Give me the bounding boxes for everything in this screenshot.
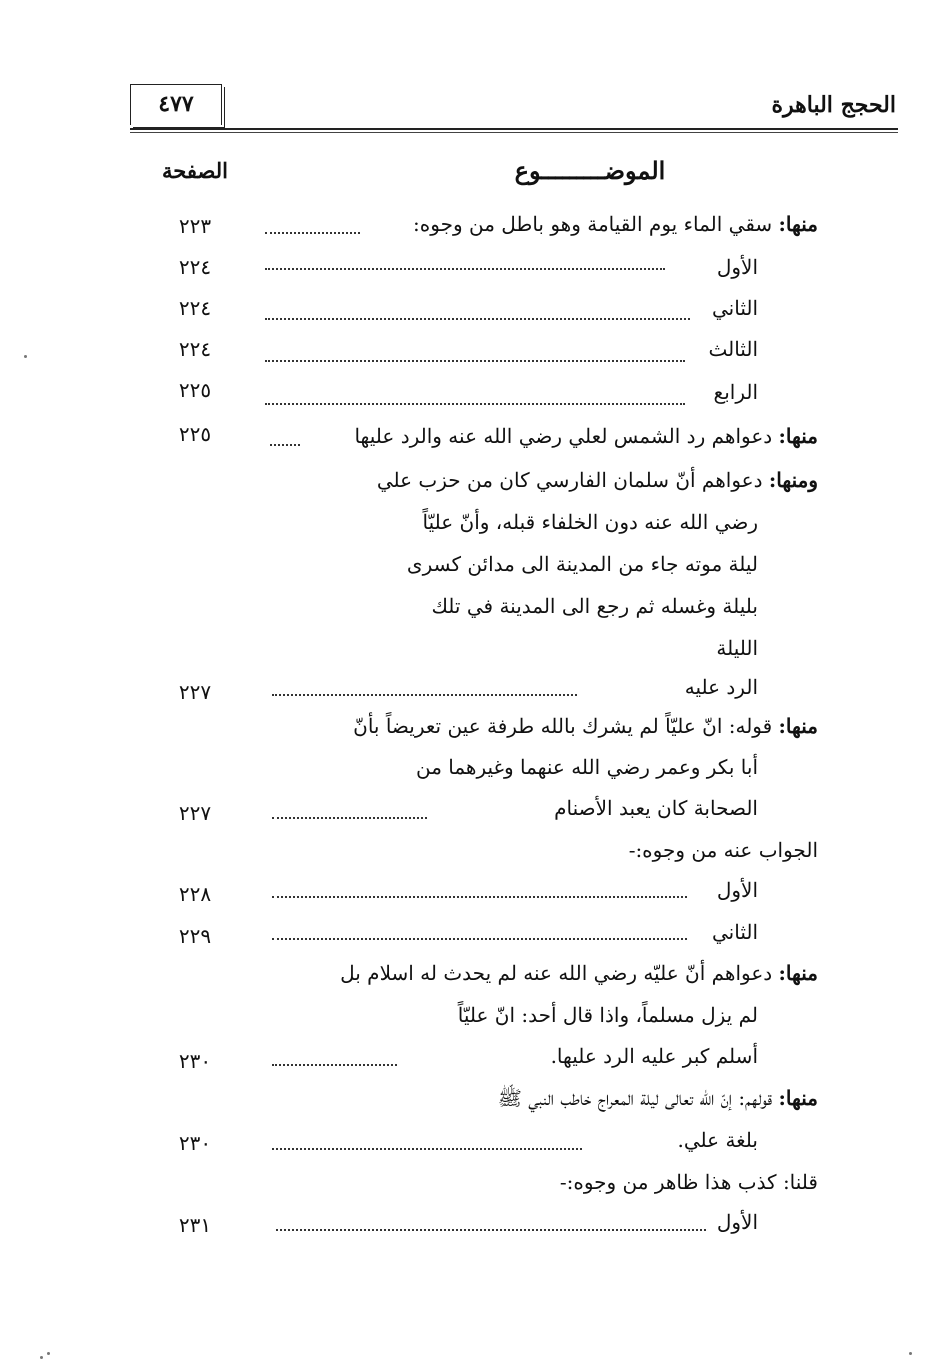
entry-page: ٢٢٤ bbox=[178, 337, 212, 361]
entry-text: دعواهم أنّ سلمان الفارسي كان من حزب علي bbox=[376, 468, 769, 492]
topic-column-heading: الموضـــــــــوع bbox=[514, 156, 666, 185]
entry-text: ليلة موته جاء من المدينة الى مدائن كسرى bbox=[406, 552, 758, 576]
entry-page: ٢٢٥ bbox=[178, 422, 212, 446]
toc-line bbox=[498, 1086, 818, 1115]
entry-text: بليلة وغسله ثم رجع الى المدينة في تلك bbox=[431, 594, 758, 618]
entry-lead: ومنها: bbox=[768, 468, 818, 492]
entry-page: ٢٢٩ bbox=[178, 924, 212, 948]
toc-line bbox=[431, 594, 758, 618]
entry-text: دعواهم أنّ عليّه رضي الله عنه لم يحدث له اسلام بل bbox=[340, 961, 779, 985]
entry-page: ٢٢٧ bbox=[178, 801, 212, 825]
leader-dots bbox=[276, 1229, 706, 1231]
toc-line bbox=[717, 255, 758, 279]
entry-page: ٢٣١ bbox=[178, 1213, 212, 1237]
entry-text: قوله: انّ عليّاً لم يشرك بالله طرفة عين تعريضاً بأنّ bbox=[353, 714, 779, 738]
toc-line bbox=[413, 212, 818, 236]
toc-line bbox=[551, 1044, 758, 1068]
page-number: ٤٧٧ bbox=[158, 91, 194, 117]
leader-dots bbox=[265, 268, 665, 270]
leader-dots bbox=[272, 896, 687, 898]
entry-text: رضي الله عنه دون الخلفاء قبله، وأنّ عليّاً bbox=[422, 510, 758, 534]
entry-text: بلغة علي. bbox=[677, 1128, 758, 1152]
entry-text: أبا بكر وعمر رضي الله عنهما وغيرهما من bbox=[415, 755, 758, 779]
entry-page: ٢٢٣ bbox=[178, 214, 212, 238]
entry-text: الصحابة كان يعبد الأصنام bbox=[554, 796, 758, 820]
leader-dots bbox=[272, 694, 577, 696]
entry-lead: منها: bbox=[778, 714, 818, 738]
toc-line bbox=[712, 920, 758, 944]
toc-line bbox=[560, 1170, 818, 1194]
toc-line bbox=[340, 961, 818, 985]
leader-dots bbox=[265, 403, 685, 405]
toc-line bbox=[407, 552, 758, 576]
toc-line bbox=[716, 636, 758, 660]
toc-line bbox=[712, 296, 758, 320]
toc-line bbox=[422, 510, 758, 534]
entry-page: ٢٢٤ bbox=[178, 255, 212, 279]
entry-lead: منها: bbox=[778, 424, 818, 448]
entry-text: قلنا: كذب هذا ظاهر من وجوه:- bbox=[559, 1170, 818, 1194]
entry-text: أسلم كبر عليه الرد عليها. bbox=[550, 1044, 758, 1068]
toc-line bbox=[416, 755, 758, 779]
leader-dots bbox=[265, 360, 685, 362]
entry-page: ٢٢٤ bbox=[178, 296, 212, 320]
toc-line bbox=[353, 714, 818, 738]
entry-text: الأول bbox=[716, 1210, 758, 1234]
page-column-heading: الصفحة bbox=[162, 158, 228, 183]
entry-text: دعواهم رد الشمس لعلي رضي الله عنه والرد عليها bbox=[354, 424, 779, 448]
toc-line bbox=[708, 337, 758, 361]
entry-text: الثاني bbox=[711, 296, 758, 320]
leader-dots bbox=[265, 318, 690, 320]
toc-line bbox=[554, 796, 758, 820]
leader-dots bbox=[272, 938, 687, 940]
entry-text: الأول bbox=[716, 878, 758, 902]
scan-speck bbox=[47, 1352, 50, 1355]
leader-dots bbox=[270, 444, 300, 446]
entry-page: ٢٢٥ bbox=[178, 378, 212, 402]
entry-text: الرد عليه bbox=[684, 675, 758, 699]
entry-text: قولهم: إنّ الله تعالى ليلة المعراج خاطب النبي ﷺ bbox=[497, 1086, 779, 1110]
entry-text: الجواب عنه من وجوه:- bbox=[628, 838, 818, 862]
toc-line bbox=[377, 468, 818, 492]
leader-dots bbox=[265, 232, 360, 234]
entry-text: لم يزل مسلماً، واذا قال أحد: انّ عليّاً bbox=[457, 1003, 758, 1027]
toc-line bbox=[629, 838, 818, 862]
entry-text: الرابع bbox=[713, 380, 758, 404]
leader-dots bbox=[272, 1064, 397, 1066]
entry-page: ٢٣٠ bbox=[178, 1131, 212, 1155]
entry-text: الثالث bbox=[708, 337, 758, 361]
toc-line bbox=[685, 675, 758, 699]
entry-text: الثاني bbox=[711, 920, 758, 944]
entry-text: سقي الماء يوم القيامة وهو باطل من وجوه: bbox=[413, 212, 779, 236]
toc-line bbox=[717, 1210, 758, 1234]
scan-speck bbox=[909, 1352, 912, 1355]
running-title: الحجج الباهرة bbox=[771, 92, 896, 118]
entry-lead: منها: bbox=[778, 1086, 818, 1110]
toc-line bbox=[717, 878, 758, 902]
entry-text: الأول bbox=[716, 255, 758, 279]
entry-page: ٢٢٨ bbox=[178, 882, 212, 906]
leader-dots bbox=[272, 1148, 582, 1150]
toc-line bbox=[458, 1003, 758, 1027]
leader-dots bbox=[272, 817, 427, 819]
scan-speck bbox=[24, 355, 27, 358]
entry-page: ٢٣٠ bbox=[178, 1049, 212, 1073]
toc-line bbox=[354, 424, 818, 448]
toc-line bbox=[714, 380, 758, 404]
entry-page: ٢٢٧ bbox=[178, 680, 212, 704]
entry-lead: منها: bbox=[778, 212, 818, 236]
entry-text: الليلة bbox=[716, 636, 758, 660]
toc-line bbox=[678, 1128, 759, 1152]
entry-lead: منها: bbox=[778, 961, 818, 985]
